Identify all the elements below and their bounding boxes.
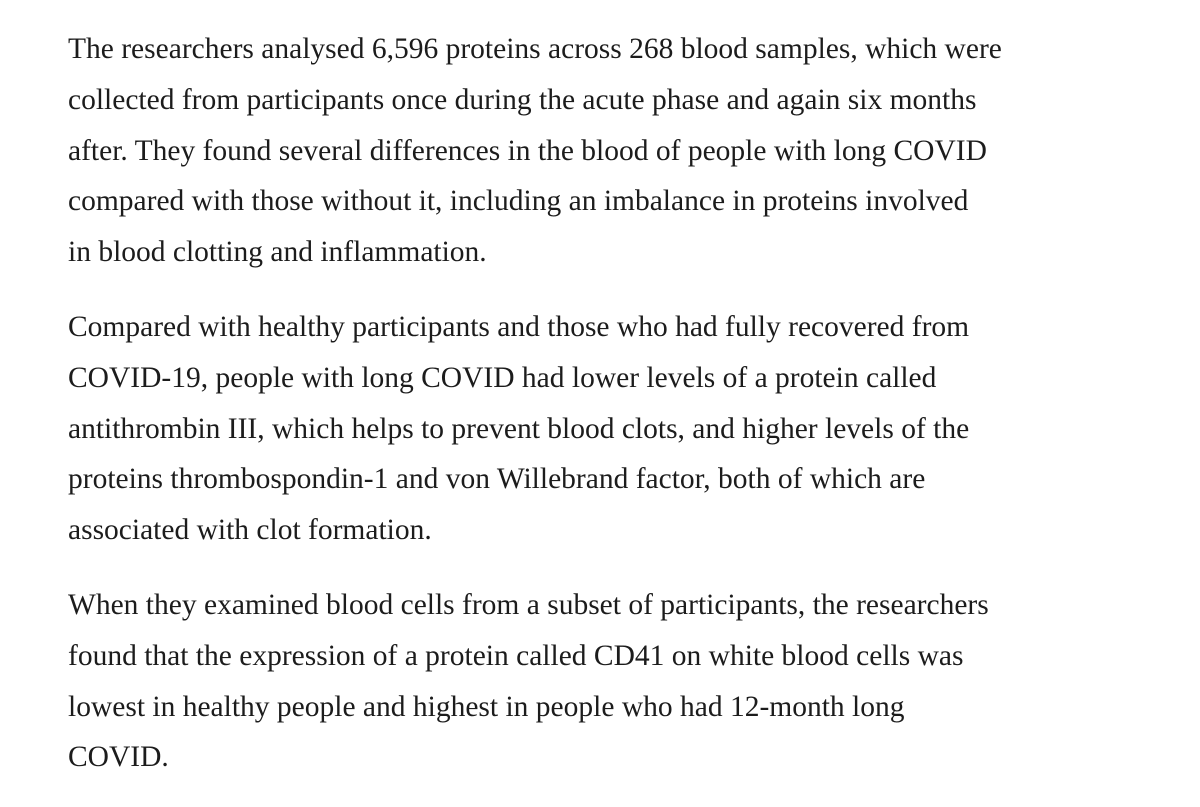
text-line: associated with clot formation. bbox=[68, 514, 432, 547]
text-line: after. They found several differences in the blood of people with long COVID bbox=[68, 134, 987, 167]
paragraph-clotting-proteins bbox=[68, 302, 1200, 556]
text-line: The researchers analysed 6,596 proteins across 268 blood samples, which were bbox=[68, 33, 1002, 65]
text-line: compared with those without it, including an imbalance in proteins involved bbox=[68, 185, 969, 218]
text-line: collected from participants once during the acute phase and again six months bbox=[68, 83, 977, 116]
text-line: antithrombin III, which helps to prevent blood clots, and higher levels of the bbox=[68, 412, 970, 445]
text-line: COVID-19, people with long COVID had lower levels of a protein called bbox=[68, 361, 937, 394]
text-line: When they examined blood cells from a subset of participants, the researchers bbox=[68, 588, 989, 621]
text-line: found that the expression of a protein called CD41 on white blood cells was bbox=[68, 639, 964, 672]
paragraph-cd41-expression bbox=[68, 580, 1200, 783]
paragraph-protein-analysis bbox=[68, 24, 1200, 278]
text-line: lowest in healthy people and highest in people who had 12-month long bbox=[68, 690, 905, 723]
text-line: Compared with healthy participants and those who had fully recovered from bbox=[68, 310, 970, 343]
text-line: COVID. bbox=[68, 741, 169, 774]
text-line: in blood clotting and inflammation. bbox=[68, 236, 487, 269]
text-line: proteins thrombospondin-1 and von Willebrand factor, both of which are bbox=[68, 463, 926, 496]
